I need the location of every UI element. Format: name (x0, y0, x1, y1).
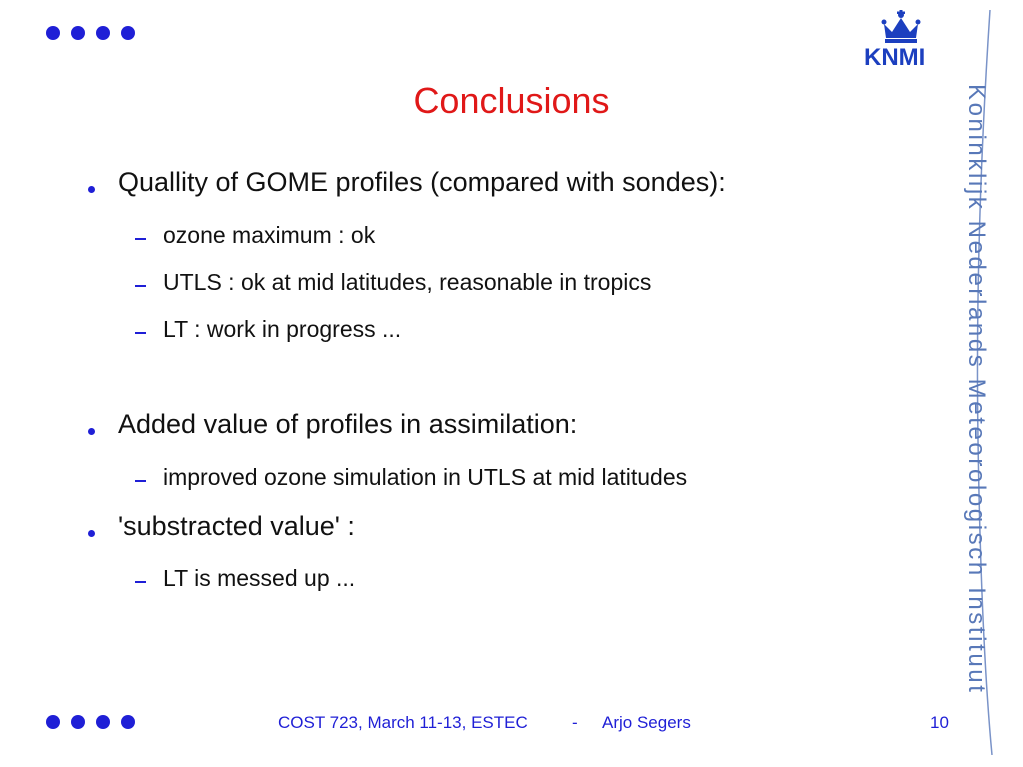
bullet-added-value: Added value of profiles in assimilation: (118, 409, 578, 439)
dash-icon (135, 480, 146, 482)
dot-icon (71, 26, 85, 40)
dot-icon (96, 26, 110, 40)
vertical-institute-name: Koninklijk Nederlands Meteorologisch Instituut (963, 84, 990, 695)
sub-bullet: LT is messed up ... (163, 565, 356, 591)
dot-icon (71, 715, 85, 729)
dot-icon (121, 715, 135, 729)
footer-event: COST 723, March 11-13, ESTEC (278, 713, 528, 732)
page-number: 10 (930, 713, 949, 732)
logo-text: KNMI (864, 44, 926, 71)
dot-icon (96, 715, 110, 729)
sub-bullet: LT : work in progress ... (163, 316, 402, 342)
sub-bullet: ozone maximum : ok (163, 222, 376, 248)
decorative-dots-bottom (46, 715, 135, 729)
bullet-icon (88, 530, 95, 537)
dash-icon (135, 332, 146, 334)
decorative-dots-top (46, 26, 135, 40)
dot-icon (46, 715, 60, 729)
bullet-icon (88, 428, 95, 435)
dash-icon (135, 285, 146, 287)
sub-bullet: improved ozone simulation in UTLS at mid latitudes (163, 464, 688, 490)
bullet-quality: Quallity of GOME profiles (compared with sondes): (118, 167, 726, 197)
sub-bullet: UTLS : ok at mid latitudes, reasonable in tropics (163, 269, 652, 295)
dash-icon (135, 238, 146, 240)
footer-separator: - (572, 713, 578, 732)
dot-icon (46, 26, 60, 40)
footer-author: Arjo Segers (602, 713, 691, 732)
dash-icon (135, 581, 146, 583)
page-title: Conclusions (413, 80, 610, 121)
dot-icon (121, 26, 135, 40)
bullet-icon (88, 186, 95, 193)
bullet-substracted-value: 'substracted value' : (118, 511, 355, 541)
